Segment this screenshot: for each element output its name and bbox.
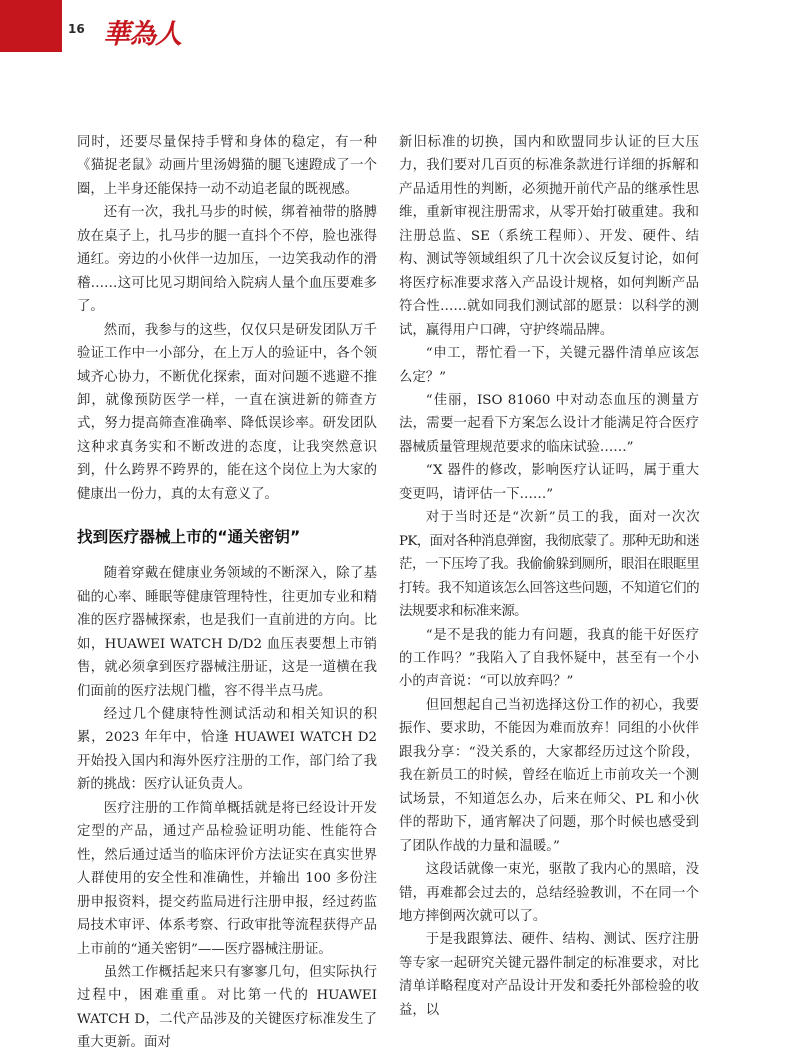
- paragraph: 经过几个健康特性测试活动和相关知识的积累，2023 年年中，恰逢 HUAWEI WATCH D2 开始投入国内和海外医疗注册的工作，部门给了我新的挑战：医疗认证负责人。: [77, 706, 377, 793]
- paragraph: 还有一次，我扎马步的时候，绑着袖带的胳膊放在桌子上，扎马步的腿一直抖个不停，脸也涨得通红。旁边的小伙伴一边加压，一边笑我动作的滑稽……这可比见习期间给入院病人量个血压要难多了。: [77, 205, 377, 315]
- header-color-tab: [0, 0, 62, 52]
- paragraph: 对于当时还是“次新”员工的我，面对一次次 PK，面对各种消息弹窗，我彻底蒙了。那种无助和迷茫，一下压垮了我。我偷偷躲到厕所，眼泪在眼眶里打转。我不知道该怎么回答这些问题，不知道它们的法规要求和标准来源。: [399, 510, 699, 620]
- paragraph: “是不是我的能力有问题，我真的能干好医疗的工作吗？”我陷入了自我怀疑中，甚至有一个小小的声音说：“可以放弃吗？”: [399, 627, 699, 690]
- paragraph: 于是我跟算法、硬件、结构、测试、医疗注册等专家一起研究关键元器件制定的标准要求，对比清单详略程度对产品设计开发和委托外部检验的收益，以: [399, 932, 699, 1018]
- page-header: [0, 0, 793, 60]
- paragraph: 但回想起自己当初选择这份工作的初心，我要振作、要求助，不能因为难而放弃！同组的小伙伴跟我分享：“没关系的，大家都经历过这个阶段，我在新员工的时候，曾经在临近上市前攻关一个测试场景，不知道怎么办，后来在师父、PL 和小伙伴的帮助下，通宵解决了问题，那个时候也感受到了团队作战的力量和温暖。”: [399, 697, 699, 854]
- paragraph: “申工，帮忙看一下，关键元器件清单应该怎么定？”: [399, 346, 699, 385]
- paragraph: “佳丽，ISO 81060 中对动态血压的测量方法，需要一起看下方案怎么设计才能满足符合医疗器械质量管理规范要求的临床试验……”: [399, 392, 699, 455]
- paragraph: “X 器件的修改，影响医疗认证吗，属于重大变更吗，请评估一下……”: [399, 463, 699, 502]
- right-column: [399, 131, 699, 1022]
- paragraph: 医疗注册的工作简单概括就是将已经设计开发定型的产品，通过产品检验证明功能、性能符合性，然后通过适当的临床评价方法证实在真实世界人群使用的安全性和准确性，并输出 100 多份注册申报资料，提交药监局进行注册申报，经过药监局技术审评、体系考察、行政审批等流程获得产品上市前的“通关密钥”——医疗器械注册证。: [77, 800, 377, 957]
- paragraph: 虽然工作概括起来只有寥寥几句，但实际执行过程中，困难重重。对比第一代的 HUAWEI WATCH D，二代产品涉及的关键医疗标准发生了重大更新。面对: [77, 964, 377, 1051]
- page-number: 16: [68, 22, 85, 36]
- magazine-logo: 華為人: [103, 19, 181, 50]
- paragraph: 然而，我参与的这些，仅仅只是研发团队万千验证工作中一小部分，在上万人的验证中，各个领域齐心协力，不断优化探索，面对问题不逃避不推卸，就像预防医学一样，一直在演进新的筛查方式，努力提高筛查准确率、降低误诊率。研发团队这种求真务实和不断改进的态度，让我突然意识到，什么跨界不跨界的，能在这个岗位上为大家的健康出一份力，真的太有意义了。: [77, 322, 377, 502]
- paragraph: 这段话就像一束光，驱散了我内心的黑暗，没错，再难都会过去的，总结经验教训，不在同一个地方摔倒两次就可以了。: [399, 862, 699, 924]
- section-heading: 找到医疗器械上市的“通关密钥”: [77, 528, 301, 547]
- left-column: [77, 131, 377, 1055]
- paragraph: 同时，还要尽量保持手臂和身体的稳定，有一种《猫捉老鼠》动画片里汤姆猫的腿飞速蹬成了一个圈，上半身还能保持一动不动追老鼠的既视感。: [77, 135, 377, 197]
- paragraph: 随着穿戴在健康业务领域的不断深入，除了基础的心率、睡眠等健康管理特性，往更加专业和精准的医疗器械探索，也是我们一直前进的方向。比如，HUAWEI WATCH D/D2 血压表要想上市销售，就必须拿到医疗器械注册证，这是一道横在我们面前的医疗法规门槛，容不得半点马虎。: [77, 566, 377, 699]
- paragraph: 新旧标准的切换，国内和欧盟同步认证的巨大压力，我们要对几百页的标准条款进行详细的拆解和产品适用性的判断，必须抛开前代产品的继承性思维，重新审视注册需求，从零开始打破重建。我和注册总监、SE（系统工程师）、开发、硬件、结构、测试等领域组织了几十次会议反复讨论，如何将医疗标准要求落入产品设计规格，如何判断产品符合性……就如同我们测试部的愿景：以科学的测试，赢得用户口碑，守护终端品牌。: [399, 135, 699, 338]
